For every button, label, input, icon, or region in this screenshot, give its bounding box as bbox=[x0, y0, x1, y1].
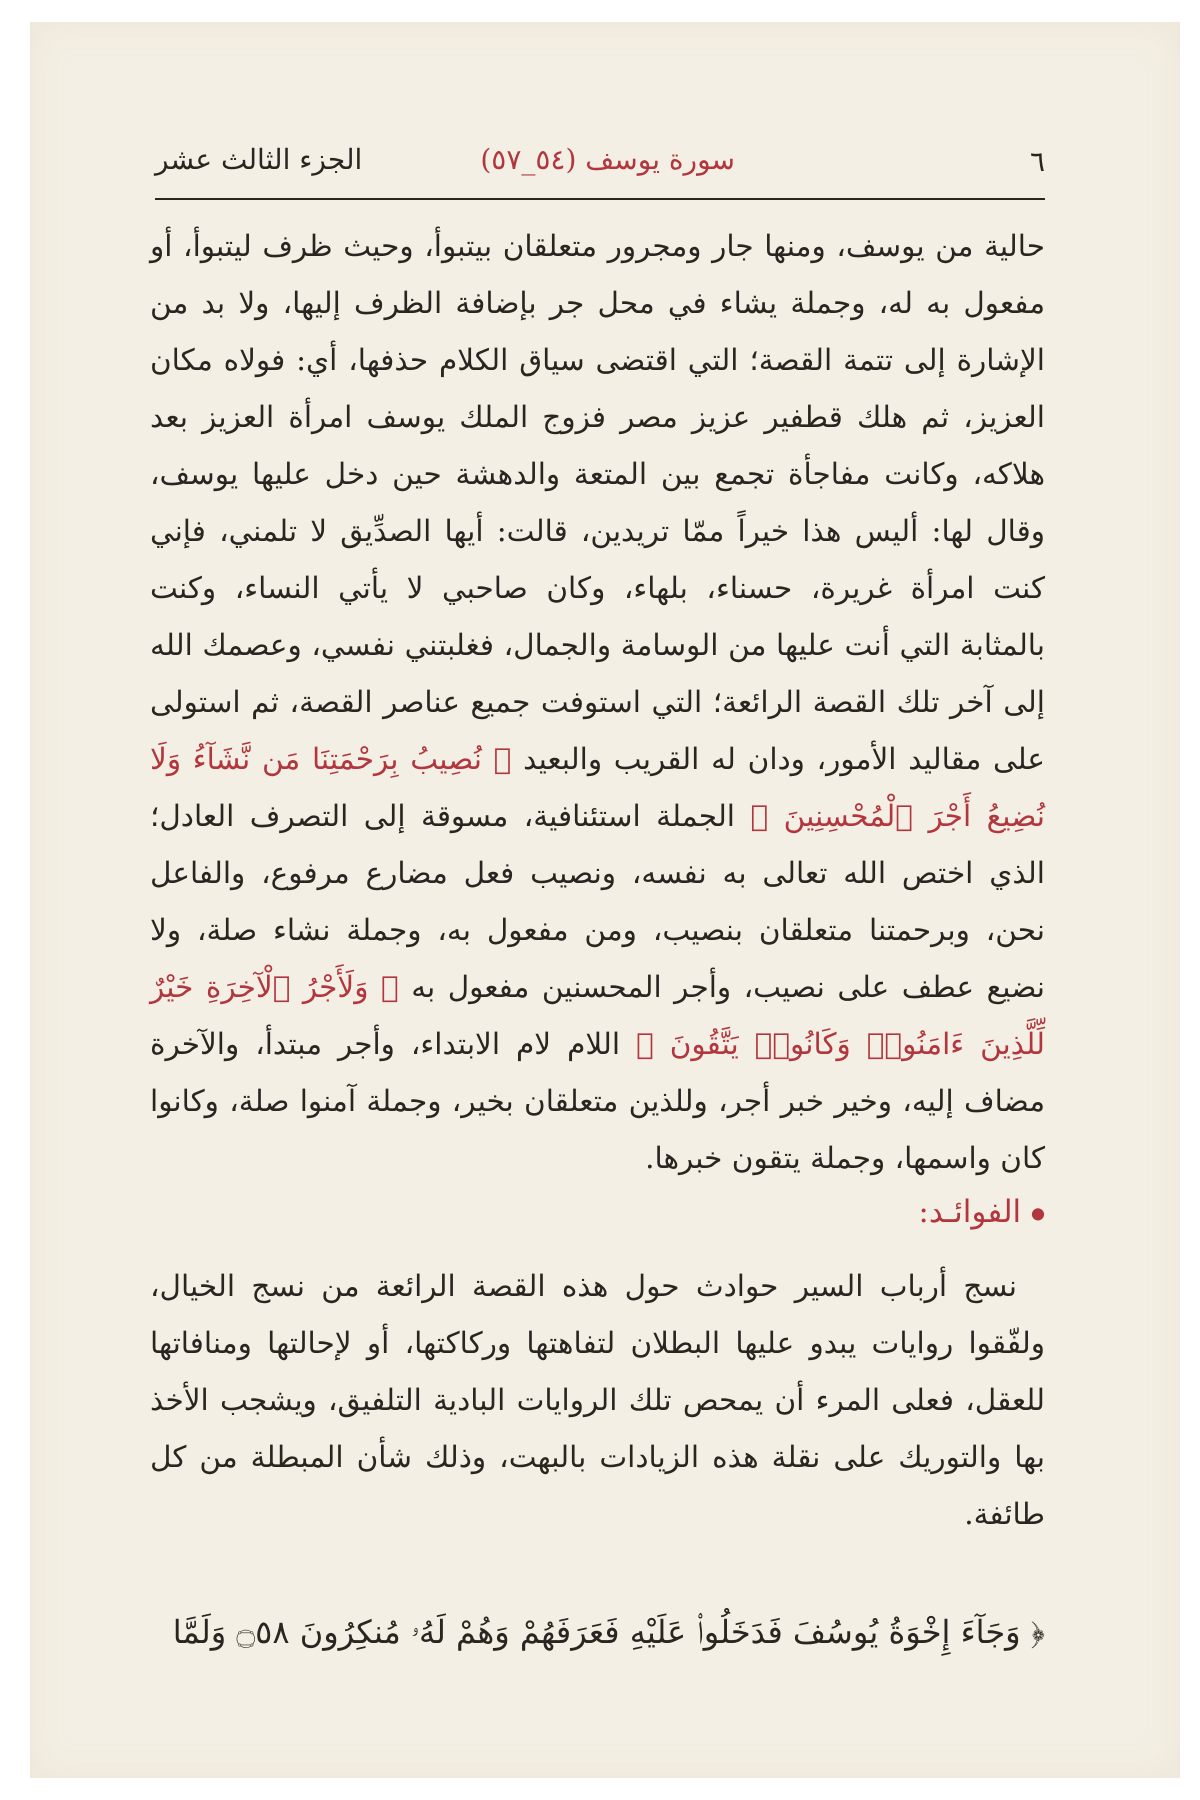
bullet-icon: ● bbox=[1031, 1203, 1045, 1223]
header-divider bbox=[155, 198, 1045, 200]
paragraph-text: حالية من يوسف، ومنها جار ومجرور متعلقان بيتبوأ، وحيث ظرف ليتبوأ، أو مفعول به له، وجملة يشاء في محل جر بإضافة الظرف إليها، ولا بد من الإشارة إلى تتمة القصة؛ التي اقتضى سياق الكلام حذفها، أي: فولاه مكان العزيز، ثم هلك قطفير عزيز مصر فزوج الملك يوسف امرأة العزيز بعد هلاكه، وكانت مفاجأة تجمع بين المتعة والدهشة حين دخل عليها يوسف، وقال لها: أليس هذا خيراً ممّا تريدين، قالت: أيها الصدِّيق لا تلمني، فإني كنت امرأة غريرة، حسناء، بلهاء، وكان صاحبي لا يأتي النساء، وكنت بالمثابة التي أنت عليها من الوسامة والجمال، فغلبتني نفسي، وعصمك الله إلى آخر تلك القصة الرائعة؛ التي استوفت جميع عناصر القصة، ثم استولى على مقاليد الأمور، ودان له القريب والبعيد bbox=[150, 229, 1046, 776]
part-title: الجزء الثالث عشر bbox=[155, 143, 363, 176]
paragraph-text: الجملة استئنافية، مسوقة إلى التصرف العادل؛ الذي اختص الله تعالى به نفسه، ونصيب فعل مضارع مرفوع، والفاعل نحن، وبرحمتنا متعلقان بنصيب، ومن مفعول به، وجملة نشاء صلة، ولا نضيع عطف على نصيب، وأجر المحسنين مفعول به bbox=[150, 799, 1045, 1004]
paragraph-text: اللام لام الابتداء، وأجر مبتدأ، والآخرة مضاف إليه، وخير خبر أجر، وللذين متعلقان بخير، وجملة آمنوا صلة، وكانوا كان واسمها، وجملة يتقون خبرها. bbox=[150, 1027, 1045, 1175]
benefits-text: نسج أرباب السير حوادث حول هذه القصة الرائعة من نسج الخيال، ولفّقوا روايات يبدو عليها البطلان لتفاهتها وركاكتها، أو لإحالتها ومنافاتها للعقل، فعلى المرء أن يمحص تلك الروايات البادية التلفيق، ويشجب الأخذ بها والتوريك على نقلة هذه الزيادات بالبهت، وذلك شأن المبطلة من كل طائفة. bbox=[150, 1269, 1045, 1531]
quran-quote: ﴿ وَلَأَجْرُ ٱلْآخِرَةِ خَيْرٌ لِّلَّذِينَ ءَامَنُوا۟ وَكَانُوا۟ يَتَّقُونَ ﴾ bbox=[150, 970, 1045, 1061]
section-title: الفوائـد: bbox=[918, 1194, 1022, 1230]
benefits-heading bbox=[150, 1192, 1045, 1234]
page-number: ٦ bbox=[1029, 145, 1045, 178]
quran-quote: ﴿ نُصِيبُ بِرَحْمَتِنَا مَن نَّشَآءُ وَلَا نُضِيعُ أَجْرَ ٱلْمُحْسِنِينَ ﴾ bbox=[150, 742, 1046, 833]
next-verse: ﴿ وَجَآءَ إِخْوَةُ يُوسُفَ فَدَخَلُوا۟ عَلَيْهِ فَعَرَفَهُمْ وَهُمْ لَهُۥ مُنكِرُونَ ۝٥٨ وَلَمَّا bbox=[172, 1613, 1045, 1651]
surah-title: سورة يوسف (٥٤_٥٧) bbox=[480, 143, 735, 176]
page-header bbox=[155, 135, 1045, 195]
main-text bbox=[150, 218, 1045, 1187]
